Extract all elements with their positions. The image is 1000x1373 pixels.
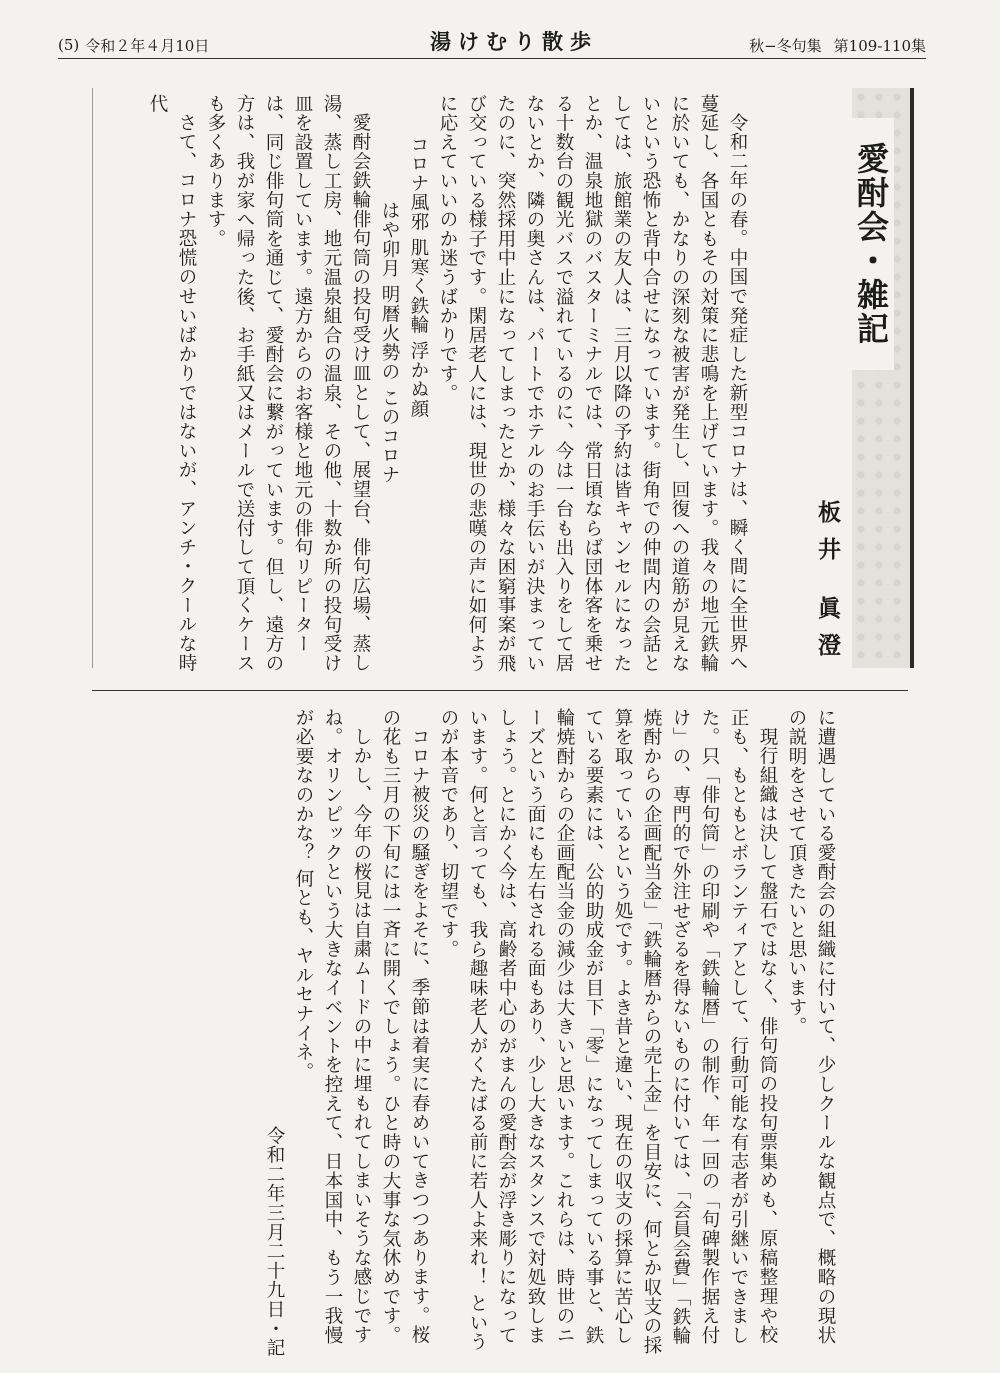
paragraph: しかし、今年の桜見は自粛ムードの中に埋もれてしまいそうな感じですね。オリンピックという大きなイベントを控えて、日本国中、もう一我慢が必要なのかな？ 何とも、ヤルセナイネ。 (293, 708, 372, 1345)
newsletter-title: 湯けむり散歩 (430, 29, 598, 54)
page-number: (5) (58, 36, 80, 54)
paragraph: さて、コロナ恐慌のせいばかりではないが、アンチ・クールな時代 (147, 94, 197, 673)
paragraph: 愛酎会鉄輪俳句筒の投句受け皿として、展望台、俳句広場、蒸し湯、蒸し工房、地元温泉組合の温泉、その他、十数か所の投句受け皿を設置しています。遠方からのお客様と地元の俳句リピーターは、同じ俳句筒を通じて、愛酎会に繋がっています。但し、遠方の方は、我が家へ帰った後、お手紙又はメールで送付して頂くケースも多くあります。 (205, 94, 371, 673)
paragraph: に遭遇している愛酎会の組織に付いて、少しクールな観点で、概略の現状の説明をさせて頂きたいと思います。 (786, 708, 836, 1345)
header-right (749, 30, 926, 60)
haiku: コロナ風邪 肌寒く鉄輪 浮かぬ顔 (408, 134, 429, 419)
paragraph: コロナ被災の騒ぎをよそに、季節は着実に春めいてきつつあります。桜の花も三月の下旬には一斉に開くでしょう。ひと時の大事な気休めです。 (380, 708, 430, 1345)
article-body-bottom (150, 708, 840, 1358)
left-divider (92, 88, 93, 668)
paragraph: 現行組織は決して盤石ではなく、俳句筒の投句票集めも、原稿整理や校正も、もともとボランティアとして、行動可能な有志者が引継いできました。只「俳句筒」の印刷や「鉄輪暦」の制作、年一回の「句碑製作据え付け」の、専門的で外注せざるを得ないものに付いては、「会員会費」「鉄輪焼酎からの企画配当金」「鉄輪暦からの売上金」を目安に、何とか収支の採算を取っているという処です。よき昔と違い、現在の収支の採算に苦心している要素には、公的助成金が目下「零」になってしまっている事と、鉄輪焼酎からの企画配当金の減少は大きいと思います。これらは、時世のニーズという面にも左右される面もあり、少し大きなスタンスで対処致しましょう。とにかく今は、高齢者中心のがまんの愛酎会が浮き彫りになっています。何と言っても、我ら趣味老人がくたばる前に若人よ来れ！ というのが本音であり、切望です。 (438, 708, 778, 1355)
issue-date: 令和２年４月10日 (85, 36, 210, 55)
haiku: はや卯月 明暦火勢の このコロナ (379, 201, 400, 485)
collection-name: 秋−冬句集 (749, 36, 822, 55)
signature: 令和二年三月二十九日・記 (264, 1126, 285, 1358)
article-body-top (102, 94, 752, 684)
article-author: 板井 眞澄 (814, 500, 841, 671)
header-divider (58, 58, 926, 59)
header-left (58, 30, 209, 60)
paragraph: 令和二年の春。中国で発症した新型コロナは、瞬く間に全世界へ蔓延し、各国ともその対策に悲鳴を上げています。我々の地元鉄輪に於いても、かなりの深刻な被害が発生し、回復への道筋が見えないという恐怖と背中合せになっています。街角での仲間内の会話としては、旅館業の友人は、三月以降の予約は皆キャンセルになったとか、温泉地獄のバスターミナルでは、常日頃ならば団体客を乗せる十数台の観光バスで溢れているのに、今は一台も出入りをして居ないとか、隣の奥さんは、パートでホテルのお手伝いが決まっていたのに、突然採用中止になってしまったとか、様々な困窮事案が飛び交っている様子です。閑居老人には、現世の悲嘆の声に如何ように応えていいのか迷うばかりです。 (437, 94, 748, 673)
issue-number: 第109-110集 (833, 36, 926, 55)
middle-divider (92, 690, 908, 691)
article-title: 愛酎会・雑記 (844, 118, 894, 370)
